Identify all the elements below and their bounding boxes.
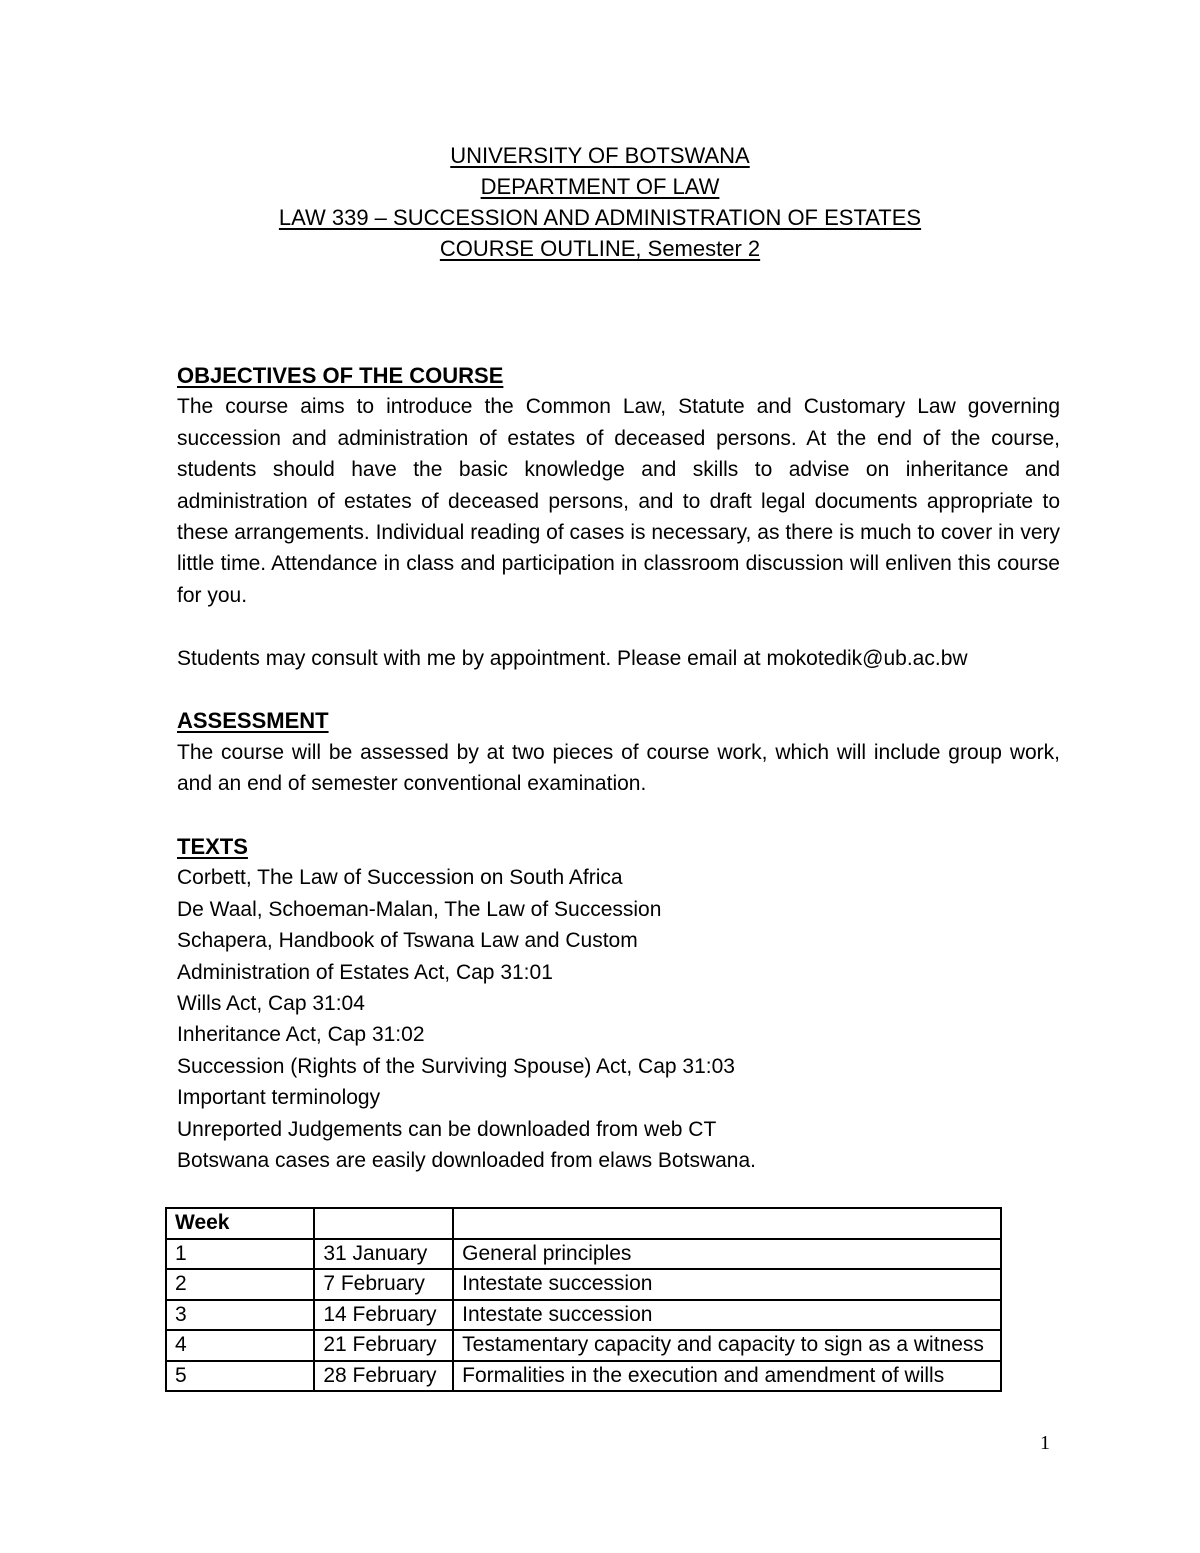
texts-heading: TEXTS: [177, 834, 248, 860]
table-row: [166, 1330, 1001, 1361]
list-item: Inheritance Act, Cap 31:02: [177, 1023, 425, 1047]
column-header-week: Week: [166, 1208, 314, 1239]
date-cell: 14 February: [314, 1300, 453, 1331]
week-cell: 4: [166, 1330, 314, 1361]
assessment-paragraph: The course will be assessed by at two pieces of course work, which will include group work, and an end of semester conventional examination.: [177, 740, 1060, 796]
spacer: [177, 611, 1060, 642]
texts-list: [177, 862, 1060, 1176]
table-row: [166, 1361, 1001, 1392]
spacer: [177, 674, 1060, 705]
list-item: Schapera, Handbook of Tswana Law and Custom: [177, 929, 638, 953]
spacer: [177, 800, 1060, 831]
objectives-paragraph: The course aims to introduce the Common Law, Statute and Customary Law governing succession and administration of estates of deceased persons. At the end of the course, students should have the basic knowledge and skills to advise on inheritance and administration of estates of deceased persons, and to draft legal documents appropriate to these arrangements. Individual reading of cases is necessary, as there is much to cover in very little time. Attendance in class and participation in classroom discussion will enliven this course for you.: [177, 395, 1060, 607]
objectives-heading: OBJECTIVES OF THE COURSE: [177, 363, 504, 388]
topic-cell: Testamentary capacity and capacity to sign as a witness: [453, 1330, 1001, 1361]
list-item: Botswana cases are easily downloaded from elaws Botswana.: [177, 1149, 756, 1173]
week-cell: 3: [166, 1300, 314, 1331]
page-number: 1: [1040, 1432, 1050, 1454]
column-header-date: [314, 1208, 453, 1239]
table-row: [166, 1269, 1001, 1300]
list-item: Succession (Rights of the Surviving Spouse) Act, Cap 31:03: [177, 1054, 735, 1078]
week-cell: 1: [166, 1239, 314, 1270]
course-title: LAW 339 – SUCCESSION AND ADMINISTRATION OF ESTATES: [278, 205, 922, 230]
date-cell: 7 February: [314, 1269, 453, 1300]
table-row: [166, 1239, 1001, 1270]
week-cell: 2: [166, 1269, 314, 1300]
topic-cell: Formalities in the execution and amendment of wills: [453, 1361, 1001, 1392]
university-name: UNIVERSITY OF BOTSWANA: [450, 143, 750, 168]
list-item: Important terminology: [177, 1086, 381, 1110]
list-item: De Waal, Schoeman-Malan, The Law of Succession: [177, 897, 662, 921]
list-item: Corbett, The Law of Succession on South Africa: [177, 866, 623, 890]
list-item: Unreported Judgements can be downloaded from web CT: [177, 1117, 717, 1141]
week-cell: 5: [166, 1361, 314, 1392]
topic-cell: Intestate succession: [453, 1300, 1001, 1331]
column-header-topic: [453, 1208, 1001, 1239]
document-header: [0, 140, 1200, 264]
consultation-paragraph: Students may consult with me by appointment. Please email at mokotedik@ub.ac.bw: [177, 646, 968, 670]
topic-cell: Intestate succession: [453, 1269, 1001, 1300]
date-cell: 28 February: [314, 1361, 453, 1392]
list-item: Wills Act, Cap 31:04: [177, 992, 365, 1016]
table-header-row: [166, 1208, 1001, 1239]
department-name: DEPARTMENT OF LAW: [480, 174, 720, 199]
topic-cell: General principles: [453, 1239, 1001, 1270]
schedule-table: [165, 1207, 1002, 1392]
list-item: Administration of Estates Act, Cap 31:01: [177, 960, 553, 984]
course-outline-label: COURSE OUTLINE, Semester 2: [439, 236, 761, 261]
table-row: [166, 1300, 1001, 1331]
date-cell: 21 February: [314, 1330, 453, 1361]
assessment-heading: ASSESSMENT: [177, 708, 329, 734]
document-body: [177, 360, 1060, 1177]
date-cell: 31 January: [314, 1239, 453, 1270]
